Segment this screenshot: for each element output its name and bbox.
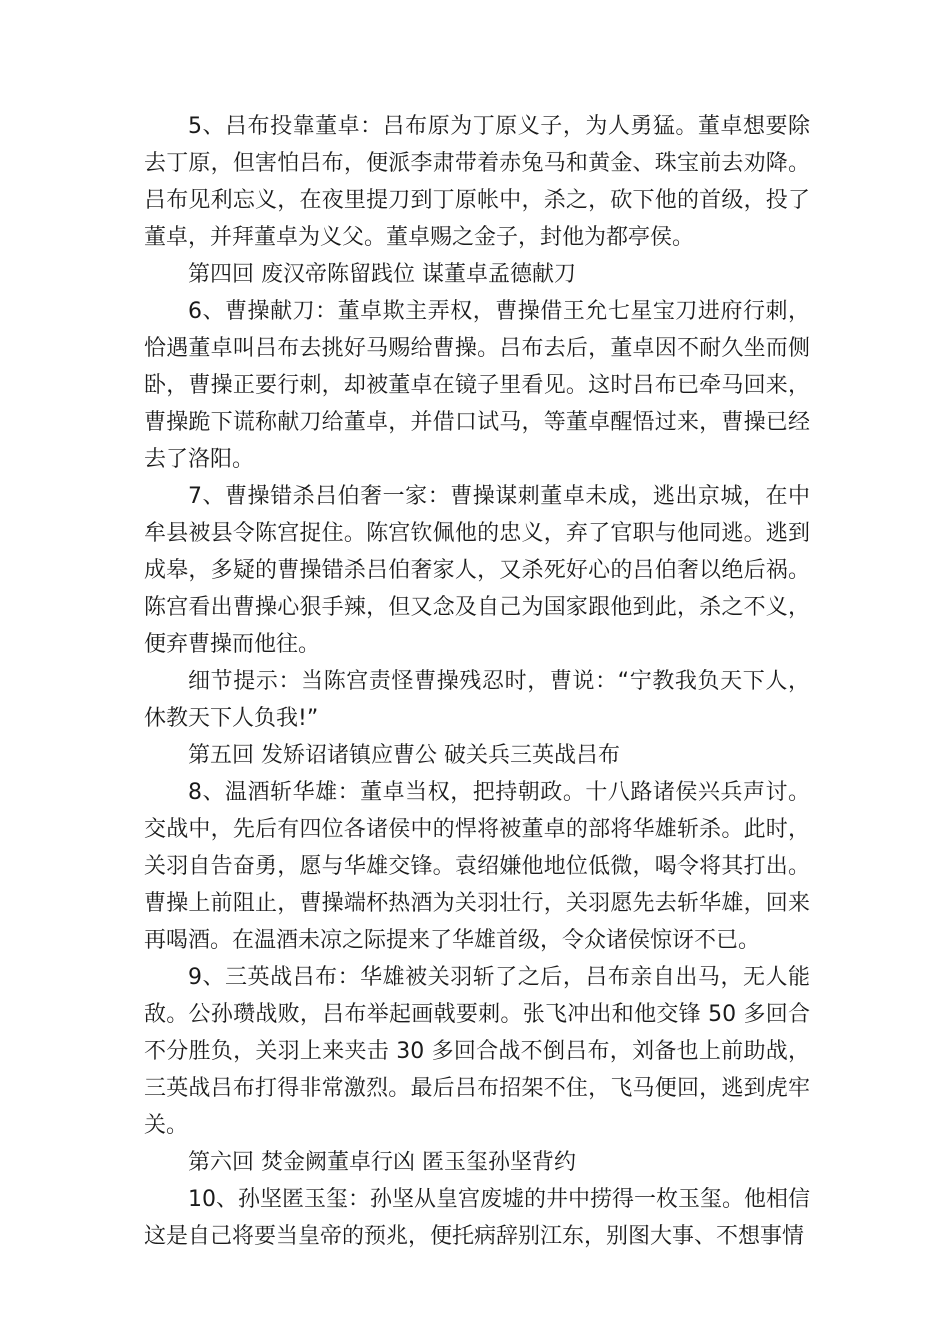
paragraph-sun-jian-jade-seal: 10、孙坚匿玉玺：孙坚从皇宫废墟的井中捞得一枚玉玺。他相信这是自己将要当皇帝的预兆，便托病辞别江东，别图大事、不想事情	[144, 1187, 810, 1249]
paragraph-cao-cao-kills-lu-boshe: 7、曹操错杀吕伯奢一家：曹操谋刺董卓未成，逃出京城，在中牟县被县令陈宫捉住。陈宫钦佩他的忠义，弃了官职与他同逃。逃到成皋，多疑的曹操错杀吕伯奢家人，又杀死好心的吕伯奢以绝后祸。陈宫看出曹操心狠手辣，但又念及自己为国家跟他到此，杀之不义，便弃曹操而他往。	[144, 484, 810, 657]
chapter-heading-4: 第四回 废汉帝陈留践位 谋董卓孟德献刀	[188, 262, 576, 287]
paragraph-three-heroes-lu-bu: 9、三英战吕布：华雄被关羽斩了之后，吕布亲自出马，无人能敌。公孙瓒战败，吕布举起画戟要刺。张飞冲出和他交锋 50 多回合不分胜负，关羽上来夹击 30 多回合战不倒吕布，刘备也上前助战，三英战吕布打得非常激烈。最后吕布招架不住，飞马便回，逃到虎牢关。	[144, 965, 810, 1138]
document-body	[144, 108, 810, 1255]
chapter-heading-5: 第五回 发矫诏诸镇应曹公 破关兵三英战吕布	[188, 743, 620, 768]
paragraph-detail-tip: 细节提示：当陈宫责怪曹操残忍时，曹说：“宁教我负天下人，休教天下人负我!”	[144, 669, 810, 731]
paragraph-lu-bu-joins-dong-zhuo: 5、吕布投靠董卓：吕布原为丁原义子，为人勇猛。董卓想要除去丁原，但害怕吕布，便派李肃带着赤兔马和黄金、珠宝前去劝降。吕布见利忘义，在夜里提刀到丁原帐中，杀之，砍下他的首级，投了董卓，并拜董卓为义父。董卓赐之金子，封他为都亭侯。	[144, 114, 810, 250]
chapter-heading-6: 第六回 焚金阙董卓行凶 匿玉玺孙坚背约	[188, 1150, 576, 1175]
paragraph-cao-cao-offers-sword: 6、曹操献刀：董卓欺主弄权，曹操借王允七星宝刀进府行刺，恰遇董卓叫吕布去挑好马赐给曹操。吕布去后，董卓因不耐久坐而侧卧，曹操正要行刺，却被董卓在镜子里看见。这时吕布已牵马回来，曹操跪下谎称献刀给董卓，并借口试马，等董卓醒悟过来，曹操已经去了洛阳。	[144, 299, 810, 472]
paragraph-wine-hua-xiong: 8、温酒斩华雄：董卓当权，把持朝政。十八路诸侯兴兵声讨。交战中，先后有四位各诸侯中的悍将被董卓的部将华雄斩杀。此时，关羽自告奋勇，愿与华雄交锋。袁绍嫌他地位低微，喝令将其打出。曹操上前阻止，曹操端杯热酒为关羽壮行，关羽愿先去斩华雄，回来再喝酒。在温酒未凉之际提来了华雄首级，令众诸侯惊讶不已。	[144, 780, 810, 953]
